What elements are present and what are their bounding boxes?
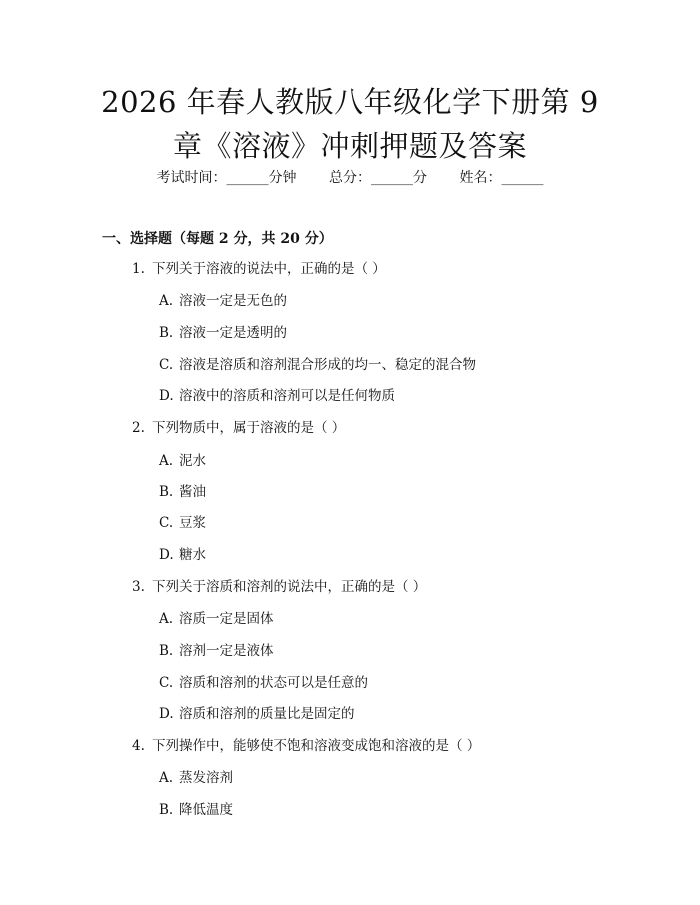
question-2-option-b [159, 482, 206, 502]
question-text: 下列物质中，属于溶液的是（ ） [152, 420, 346, 436]
option-letter: B. [159, 325, 174, 341]
option-text: 溶质和溶剂的状态可以是任意的 [179, 675, 368, 691]
option-text: 糖水 [179, 547, 206, 563]
question-number: 3. [132, 579, 145, 595]
question-2-option-a [159, 451, 206, 471]
total-score-label: 总分：______分 [329, 170, 427, 186]
option-text: 蒸发溶剂 [179, 770, 233, 786]
document-title: 2026 年春人教版八年级化学下册第 9 章《溶液》冲刺押题及答案 [101, 85, 599, 163]
option-text: 溶质一定是固体 [179, 611, 274, 627]
option-text: 泥水 [179, 453, 206, 469]
question-text: 下列关于溶液的说法中，正确的是（ ） [152, 261, 386, 277]
question-number: 2. [132, 420, 145, 436]
option-letter: C. [159, 357, 174, 373]
option-letter: A. [159, 611, 174, 627]
option-letter: D. [159, 388, 174, 404]
question-1 [132, 259, 386, 279]
question-3 [132, 577, 426, 597]
option-letter: A. [159, 770, 174, 786]
question-2-option-c [159, 513, 206, 533]
question-3-option-b [159, 641, 274, 661]
option-text: 溶液一定是透明的 [179, 325, 287, 341]
option-letter: C. [159, 515, 174, 531]
exam-time-label: 考试时间：______分钟 [156, 170, 297, 186]
question-text: 下列关于溶质和溶剂的说法中，正确的是（ ） [152, 579, 427, 595]
option-letter: C. [159, 675, 174, 691]
option-letter: B. [159, 643, 174, 659]
question-3-option-d [159, 704, 355, 724]
option-letter: D. [159, 547, 174, 563]
option-text: 溶剂一定是液体 [179, 643, 274, 659]
option-text: 降低温度 [179, 802, 233, 818]
question-2-option-d [159, 545, 206, 565]
option-letter: A. [159, 293, 174, 309]
question-2 [132, 418, 345, 438]
section-heading-choice: 一、选择题（每题 2 分，共 20 分） [102, 231, 333, 247]
exam-meta [0, 168, 700, 188]
student-name-label: 姓名：______ [459, 170, 544, 186]
question-number: 1. [132, 261, 145, 277]
question-3-option-c [159, 673, 368, 693]
question-1-option-a [159, 291, 287, 311]
question-4 [132, 736, 480, 756]
option-text: 溶液是溶质和溶剂混合形成的均一、稳定的混合物 [179, 357, 476, 373]
question-4-option-b [159, 800, 233, 820]
option-text: 酱油 [179, 484, 206, 500]
option-letter: A. [159, 453, 174, 469]
option-text: 溶质和溶剂的质量比是固定的 [179, 706, 355, 722]
question-1-option-b [159, 323, 287, 343]
option-text: 溶液中的溶质和溶剂可以是任何物质 [179, 388, 395, 404]
option-text: 溶液一定是无色的 [179, 293, 287, 309]
question-1-option-d [159, 386, 395, 406]
question-1-option-c [159, 355, 476, 375]
option-letter: B. [159, 484, 174, 500]
option-letter: D. [159, 706, 174, 722]
option-letter: B. [159, 802, 174, 818]
option-text: 豆浆 [179, 515, 206, 531]
question-number: 4. [132, 738, 145, 754]
question-text: 下列操作中，能够使不饱和溶液变成饱和溶液的是（ ） [152, 738, 481, 754]
question-3-option-a [159, 609, 274, 629]
question-4-option-a [159, 768, 233, 788]
